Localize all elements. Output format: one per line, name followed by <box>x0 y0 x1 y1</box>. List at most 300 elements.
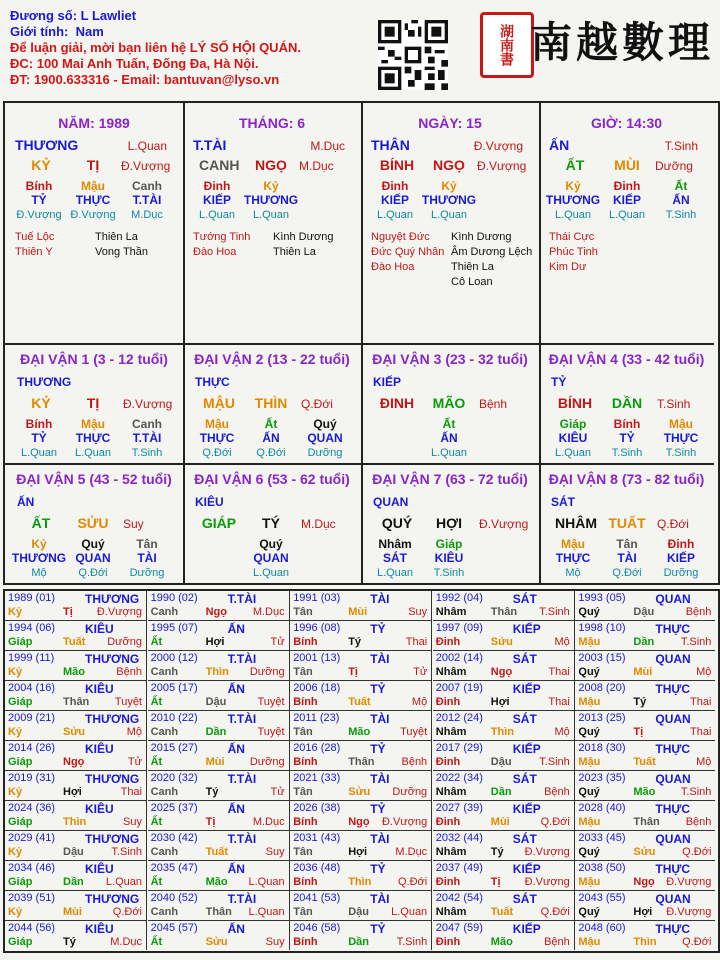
year-ten-god: THỰC <box>655 742 691 756</box>
year-label: 1999 (11) <box>8 652 55 664</box>
year-branch: Tý <box>63 936 76 948</box>
year-ten-god: THƯƠNG <box>85 712 140 726</box>
year-ten-god: KIÊU <box>85 922 114 936</box>
year-cell <box>148 681 290 711</box>
pillar-branch: NGỌ <box>255 157 287 173</box>
dai-van-hidden-god: TÀI <box>137 551 157 565</box>
year-label: 2017 (29) <box>435 742 483 754</box>
year-cell <box>5 711 147 741</box>
year-ten-god: THƯƠNG <box>85 592 140 606</box>
year-stem: Quý <box>578 786 600 798</box>
dai-van-hidden-god: TỶ <box>31 431 47 445</box>
year-cell <box>5 651 147 681</box>
year-stem: Nhâm <box>435 666 467 678</box>
year-stem: Bính <box>293 816 318 828</box>
year-label: 2047 (59) <box>435 922 483 934</box>
year-branch: Dần <box>205 726 227 738</box>
pillar-branch: TỊ <box>86 157 100 173</box>
year-stem: Mậu <box>578 876 601 888</box>
year-branch: Dần <box>63 876 84 888</box>
pillar-ten-god: THÂN <box>371 137 410 153</box>
dai-van-hidden-phase: L.Quan <box>430 447 468 459</box>
year-cell <box>290 651 432 681</box>
year-phase: Thai <box>548 696 570 708</box>
year-label: 2016 (28) <box>293 742 341 754</box>
year-cell <box>290 831 432 861</box>
year-branch: Thân <box>490 606 518 618</box>
year-ten-god: KIÊU <box>85 622 114 636</box>
year-phase: T.Sinh <box>680 786 712 798</box>
dai-van-phase: Q.Đới <box>301 397 333 411</box>
year-label: 2040 (52) <box>150 892 198 904</box>
year-stem: Tân <box>293 906 313 918</box>
year-phase: Q.Đới <box>682 936 712 948</box>
year-phase: L.Quan <box>248 876 285 888</box>
year-label: 2048 (60) <box>578 922 626 934</box>
dai-van-hidden-phase: L.Quan <box>252 567 290 579</box>
year-ten-god: KIẾP <box>512 922 541 936</box>
year-cell <box>290 681 432 711</box>
dai-van-ten-god: KIÊU <box>195 495 224 509</box>
dai-van-phase: T.Sinh <box>657 397 691 411</box>
year-cell <box>433 921 575 950</box>
dai-van-hidden-god: THƯƠNG <box>11 551 67 565</box>
pillar-1 <box>183 103 363 343</box>
year-branch: Ngọ <box>490 666 513 678</box>
year-stem: Quý <box>578 666 600 678</box>
year-branch: Tị <box>63 606 73 618</box>
dai-van-stem: GIÁP <box>201 515 237 531</box>
dai-van-hidden-stem: Đinh <box>667 537 695 551</box>
dai-van-ten-god: THƯƠNG <box>17 375 72 389</box>
year-stem: Bính <box>293 936 318 948</box>
dai-van-hidden-god: QUAN <box>253 551 289 565</box>
dai-van-hidden-stem: Ất <box>264 417 278 431</box>
year-label: 2032 (44) <box>435 832 483 844</box>
year-cell <box>5 591 147 621</box>
year-stem: Tân <box>293 786 313 798</box>
year-branch: Hợi <box>348 846 368 858</box>
dai-van-branch: TÝ <box>262 515 280 531</box>
dai-van-branch: MÃO <box>432 395 466 411</box>
year-cell <box>148 591 290 621</box>
year-ten-god: SÁT <box>512 712 537 726</box>
hidden-ten-god: THƯƠNG <box>545 193 601 207</box>
dai-van-hidden-god: THỰC <box>555 551 591 565</box>
year-label: 2008 (20) <box>578 682 626 694</box>
hidden-stem: Kỷ <box>565 179 581 193</box>
dai-van-6 <box>183 463 363 583</box>
year-label: 2023 (35) <box>578 772 626 784</box>
gender-label: Giới tính: <box>10 24 69 39</box>
dai-van-phase: Bệnh <box>479 397 508 411</box>
year-cell <box>148 621 290 651</box>
year-ten-god: KIÊU <box>85 742 114 756</box>
year-stem: Tân <box>293 606 313 618</box>
year-stem: Tân <box>293 846 313 858</box>
hidden-stem: Bính <box>25 179 53 193</box>
year-cell <box>575 891 715 921</box>
year-ten-god: TỶ <box>370 922 386 936</box>
year-label: 2043 (55) <box>578 892 626 904</box>
star-left: Tướng Tinh <box>193 231 251 243</box>
year-ten-god: KIẾP <box>512 742 541 756</box>
dai-van-phase: Suy <box>123 517 144 531</box>
year-stem: Mậu <box>578 936 601 948</box>
year-branch: Tý <box>205 786 219 798</box>
pillar-title: NĂM: 1989 <box>58 115 130 131</box>
hidden-ten-god: KIẾP <box>202 193 231 207</box>
year-label: 2021 (33) <box>293 772 341 784</box>
year-ten-god: KIẾP <box>512 802 541 816</box>
year-branch: Mùi <box>63 906 82 918</box>
year-phase: M.Dục <box>252 816 285 828</box>
year-label: 2014 (26) <box>8 742 56 754</box>
year-phase: Q.Đới <box>540 906 570 918</box>
year-stem: Đinh <box>435 696 461 708</box>
year-ten-god: KIẾP <box>512 622 541 636</box>
year-cell <box>290 711 432 741</box>
year-ten-god: KIẾP <box>512 682 541 696</box>
year-label: 2003 (15) <box>578 652 626 664</box>
dai-van-branch: THÌN <box>254 395 288 411</box>
hidden-ten-god: TỶ <box>31 193 47 207</box>
year-cell <box>433 741 575 771</box>
hidden-ten-god: KIẾP <box>612 193 641 207</box>
dai-van-hidden-god: SÁT <box>383 551 407 565</box>
dai-van-hidden-phase: Dưỡng <box>307 447 343 459</box>
year-phase: Tuyệt <box>114 696 142 708</box>
pillar-stem: BÍNH <box>379 157 415 173</box>
year-ten-god: KIÊU <box>85 862 114 876</box>
pillar-ten-god: THƯƠNG <box>15 137 79 153</box>
year-branch: Dậu <box>633 606 655 618</box>
dai-van-hidden-god: KIẾP <box>666 551 695 565</box>
dai-van-hidden-phase: T.Sinh <box>433 567 465 579</box>
year-branch: Dần <box>348 936 369 948</box>
year-label: 2007 (19) <box>435 682 483 694</box>
pillar-title: NGÀY: 15 <box>418 115 482 131</box>
year-cell <box>5 801 147 831</box>
year-stem: Quý <box>578 726 600 738</box>
year-label: 2020 (32) <box>150 772 198 784</box>
dai-van-hidden-phase: T.Sinh <box>611 447 643 459</box>
year-cell <box>5 861 147 891</box>
year-stem: Tân <box>293 726 313 738</box>
hidden-phase: Đ.Vượng <box>70 209 116 221</box>
year-stem: Quý <box>578 606 600 618</box>
year-phase: Thai <box>689 726 712 738</box>
year-cell <box>433 861 575 891</box>
year-cell <box>433 681 575 711</box>
year-phase: Mộ <box>696 666 712 678</box>
year-stem: Nhâm <box>435 606 467 618</box>
dai-van-hidden-phase: L.Quan <box>554 447 592 459</box>
address-line: ĐC: 100 Mai Anh Tuấn, Đống Đa, Hà Nội. <box>10 56 259 71</box>
year-phase: Bệnh <box>116 666 142 678</box>
year-cell <box>290 921 432 950</box>
year-branch: Mùi <box>633 666 653 678</box>
year-branch: Tị <box>490 876 501 888</box>
dai-van-hidden-stem: Canh <box>132 417 162 431</box>
year-cell <box>290 861 432 891</box>
year-cell <box>148 861 290 891</box>
year-phase: Suy <box>265 846 285 858</box>
year-cell <box>433 891 575 921</box>
year-ten-god: TÀI <box>370 772 390 786</box>
dai-van-hidden-stem: Giáp <box>435 537 463 551</box>
year-phase: T.Sinh <box>539 756 570 768</box>
year-ten-god: ẤN <box>227 622 245 636</box>
year-phase: Bệnh <box>544 936 570 948</box>
dai-van-title: ĐẠI VẬN 4 (33 - 42 tuổi) <box>548 351 705 367</box>
star-left: Thái Cực <box>549 231 595 243</box>
year-label: 1990 (02) <box>150 592 198 604</box>
star-right: Thiên La <box>451 261 494 273</box>
year-cell <box>575 651 715 681</box>
year-stem: Quý <box>578 906 600 918</box>
pillar-branch: MÙI <box>614 157 640 173</box>
year-cell <box>290 741 432 771</box>
dai-van-hidden-stem: Tân <box>616 537 638 551</box>
year-branch: Hợi <box>205 636 225 648</box>
year-phase: Mộ <box>554 726 570 738</box>
star-left: Phúc Tinh <box>549 246 598 258</box>
owner-info <box>10 8 301 88</box>
star-left: Kim Dư <box>549 261 587 273</box>
hidden-stem: Kỷ <box>263 179 279 193</box>
phone-email-line: ĐT: 1900.633316 - Email: bantuvan@lyso.vn <box>10 72 280 87</box>
year-phase: T.Sinh <box>680 636 712 648</box>
pillar-phase: Đ.Vượng <box>477 159 527 173</box>
dai-van-hidden-phase: L.Quan <box>20 447 58 459</box>
dai-van-hidden-phase: Mộ <box>565 567 581 579</box>
year-stem: Đinh <box>435 816 461 828</box>
year-ten-god: TỶ <box>370 862 386 876</box>
hidden-phase: L.Quan <box>608 209 646 221</box>
year-ten-god: QUAN <box>655 592 691 606</box>
year-label: 2036 (48) <box>293 862 341 874</box>
star-left: Nguyệt Đức <box>371 231 430 243</box>
dai-van-hidden-stem: Mậu <box>81 417 105 431</box>
year-stem: Nhâm <box>435 906 467 918</box>
year-label: 2031 (43) <box>293 832 341 844</box>
year-ten-god: THỰC <box>655 862 691 876</box>
year-branch: Sửu <box>490 636 513 648</box>
year-branch: Mùi <box>348 606 368 618</box>
annual-luck-grid <box>3 589 720 953</box>
year-phase: Dưỡng <box>107 636 142 648</box>
year-stem: Đinh <box>435 936 461 948</box>
dai-van-hidden-stem: Tân <box>136 537 158 551</box>
dai-van-hidden-stem: Nhâm <box>378 537 412 551</box>
year-cell <box>575 681 715 711</box>
year-ten-god: KIÊU <box>85 802 114 816</box>
year-stem: Giáp <box>8 756 33 768</box>
year-cell <box>5 621 147 651</box>
year-phase: T.Sinh <box>539 606 570 618</box>
year-branch: Sửu <box>633 846 656 858</box>
year-label: 2027 (39) <box>435 802 483 814</box>
year-ten-god: SÁT <box>512 772 537 786</box>
year-cell <box>575 741 715 771</box>
hidden-stem: Đinh <box>613 179 641 193</box>
year-phase: Dưỡng <box>249 756 285 768</box>
year-ten-god: T.TÀI <box>227 772 257 786</box>
year-ten-god: T.TÀI <box>227 652 257 666</box>
dai-van-hidden-phase: T.Sinh <box>665 447 697 459</box>
year-branch: Tuất <box>490 906 514 918</box>
dai-van-title: ĐẠI VẬN 3 (23 - 32 tuổi) <box>372 351 528 367</box>
year-cell <box>575 831 715 861</box>
pillar-title: GIỜ: 14:30 <box>590 115 663 131</box>
star-right: Kình Dương <box>273 231 334 243</box>
year-label: 1996 (08) <box>293 622 341 634</box>
year-phase: Tuyệt <box>257 726 285 738</box>
year-label: 2009 (21) <box>8 712 56 724</box>
dai-van-title: ĐẠI VẬN 2 (13 - 22 tuổi) <box>194 351 350 367</box>
year-label: 1993 (05) <box>578 592 626 604</box>
year-stem: Bính <box>293 636 318 648</box>
dai-van-hidden-phase: Q.Đới <box>612 567 642 579</box>
year-branch: Ngọ <box>633 876 655 888</box>
year-label: 2001 (13) <box>293 652 341 664</box>
qr-code-icon <box>378 20 448 90</box>
dai-van-title: ĐẠI VẬN 7 (63 - 72 tuổi) <box>372 471 528 487</box>
year-stem: Ất <box>150 636 163 648</box>
dai-van-4 <box>539 343 714 463</box>
year-phase: Đ.Vượng <box>666 876 712 888</box>
year-cell <box>290 771 432 801</box>
year-cell <box>433 591 575 621</box>
year-branch: Mùi <box>490 816 510 828</box>
hidden-ten-god: T.TÀI <box>132 193 162 207</box>
year-ten-god: QUAN <box>655 652 691 666</box>
year-cell <box>575 801 715 831</box>
year-branch: Thân <box>348 756 375 768</box>
year-branch: Dậu <box>63 846 84 858</box>
dai-van-hidden-stem: Quý <box>259 537 283 551</box>
year-stem: Ất <box>150 936 163 948</box>
year-ten-god: T.TÀI <box>227 712 257 726</box>
year-cell <box>5 891 147 921</box>
year-phase: Dưỡng <box>392 786 428 798</box>
year-phase: Đ.Vượng <box>666 906 712 918</box>
chart-panel <box>3 101 720 585</box>
year-stem: Bính <box>293 876 318 888</box>
year-stem: Giáp <box>8 816 33 828</box>
pillar-ten-god: T.TÀI <box>193 137 227 153</box>
pillar-top-phase: L.Quan <box>127 139 167 153</box>
year-ten-god: T.TÀI <box>227 892 257 906</box>
year-ten-god: SÁT <box>512 892 537 906</box>
star-left: Thiên Y <box>15 246 53 258</box>
dai-van-1 <box>5 343 185 463</box>
year-label: 2012 (24) <box>435 712 483 724</box>
year-cell <box>5 921 147 950</box>
year-ten-god: SÁT <box>512 652 537 666</box>
year-stem: Đinh <box>435 636 461 648</box>
pillar-top-phase: M.Dục <box>310 139 345 153</box>
year-branch: Mão <box>348 726 371 738</box>
year-label: 2026 (38) <box>293 802 341 814</box>
dai-van-5 <box>5 463 185 583</box>
dai-van-hidden-phase: Dưỡng <box>663 567 699 579</box>
year-phase: Suy <box>123 816 142 828</box>
year-phase: Q.Đới <box>682 846 712 858</box>
year-stem: Ất <box>150 696 163 708</box>
year-stem: Giáp <box>8 936 33 948</box>
dai-van-hidden-god: ẤN <box>440 431 458 445</box>
dai-van-hidden-stem: Quý <box>313 417 337 431</box>
year-label: 2002 (14) <box>435 652 483 664</box>
year-label: 2019 (31) <box>8 772 56 784</box>
pillar-stem: KỶ <box>31 157 51 173</box>
year-phase: Tử <box>413 666 428 678</box>
hidden-stem: Mậu <box>81 179 105 193</box>
dai-van-hidden-stem: Mậu <box>561 537 585 551</box>
year-stem: Bính <box>293 696 318 708</box>
year-branch: Tý <box>348 636 362 648</box>
year-branch: Sửu <box>63 726 86 738</box>
year-stem: Mậu <box>578 756 601 768</box>
pillar-top-phase: Đ.Vượng <box>473 139 523 153</box>
dai-van-8 <box>539 463 714 583</box>
year-stem: Giáp <box>8 876 33 888</box>
year-label: 2042 (54) <box>435 892 483 904</box>
year-phase: Thai <box>689 696 712 708</box>
year-branch: Thân <box>63 696 90 708</box>
year-branch: Dần <box>633 636 655 648</box>
year-cell <box>433 651 575 681</box>
pillar-phase: M.Dục <box>299 159 334 173</box>
year-label: 2038 (50) <box>578 862 626 874</box>
year-branch: Dậu <box>348 906 369 918</box>
dai-van-hidden-god: TỶ <box>619 431 635 445</box>
year-cell <box>575 771 715 801</box>
year-phase: Đ.Vượng <box>382 816 428 828</box>
year-branch: Dậu <box>205 696 227 708</box>
pillar-stem: CANH <box>199 157 240 173</box>
star-right: Thiên La <box>95 231 138 243</box>
year-stem: Đinh <box>435 756 461 768</box>
dai-van-hidden-god: TÀI <box>617 551 637 565</box>
year-label: 2041 (53) <box>293 892 341 904</box>
dai-van-7 <box>361 463 541 583</box>
year-cell <box>148 741 290 771</box>
dai-van-hidden-stem: Quý <box>81 537 105 551</box>
year-cell <box>575 921 715 950</box>
dai-van-2 <box>183 343 363 463</box>
year-label: 2013 (25) <box>578 712 626 724</box>
year-stem: Ất <box>150 816 163 828</box>
year-cell <box>575 621 715 651</box>
dai-van-hidden-god: T.TÀI <box>132 431 162 445</box>
hidden-stem: Ất <box>674 179 688 193</box>
year-cell <box>5 771 147 801</box>
year-branch: Sửu <box>348 786 371 798</box>
gender-value: Nam <box>75 24 104 39</box>
year-ten-god: T.TÀI <box>227 832 257 846</box>
dai-van-hidden-god: THỰC <box>75 431 111 445</box>
year-label: 2005 (17) <box>150 682 198 694</box>
year-label: 2004 (16) <box>8 682 56 694</box>
year-ten-god: ẤN <box>227 742 245 756</box>
year-label: 2034 (46) <box>8 862 56 874</box>
hidden-ten-god: THƯƠNG <box>243 193 299 207</box>
year-branch: Ngọ <box>348 816 370 828</box>
dai-van-hidden-phase: Q.Đới <box>78 567 108 579</box>
